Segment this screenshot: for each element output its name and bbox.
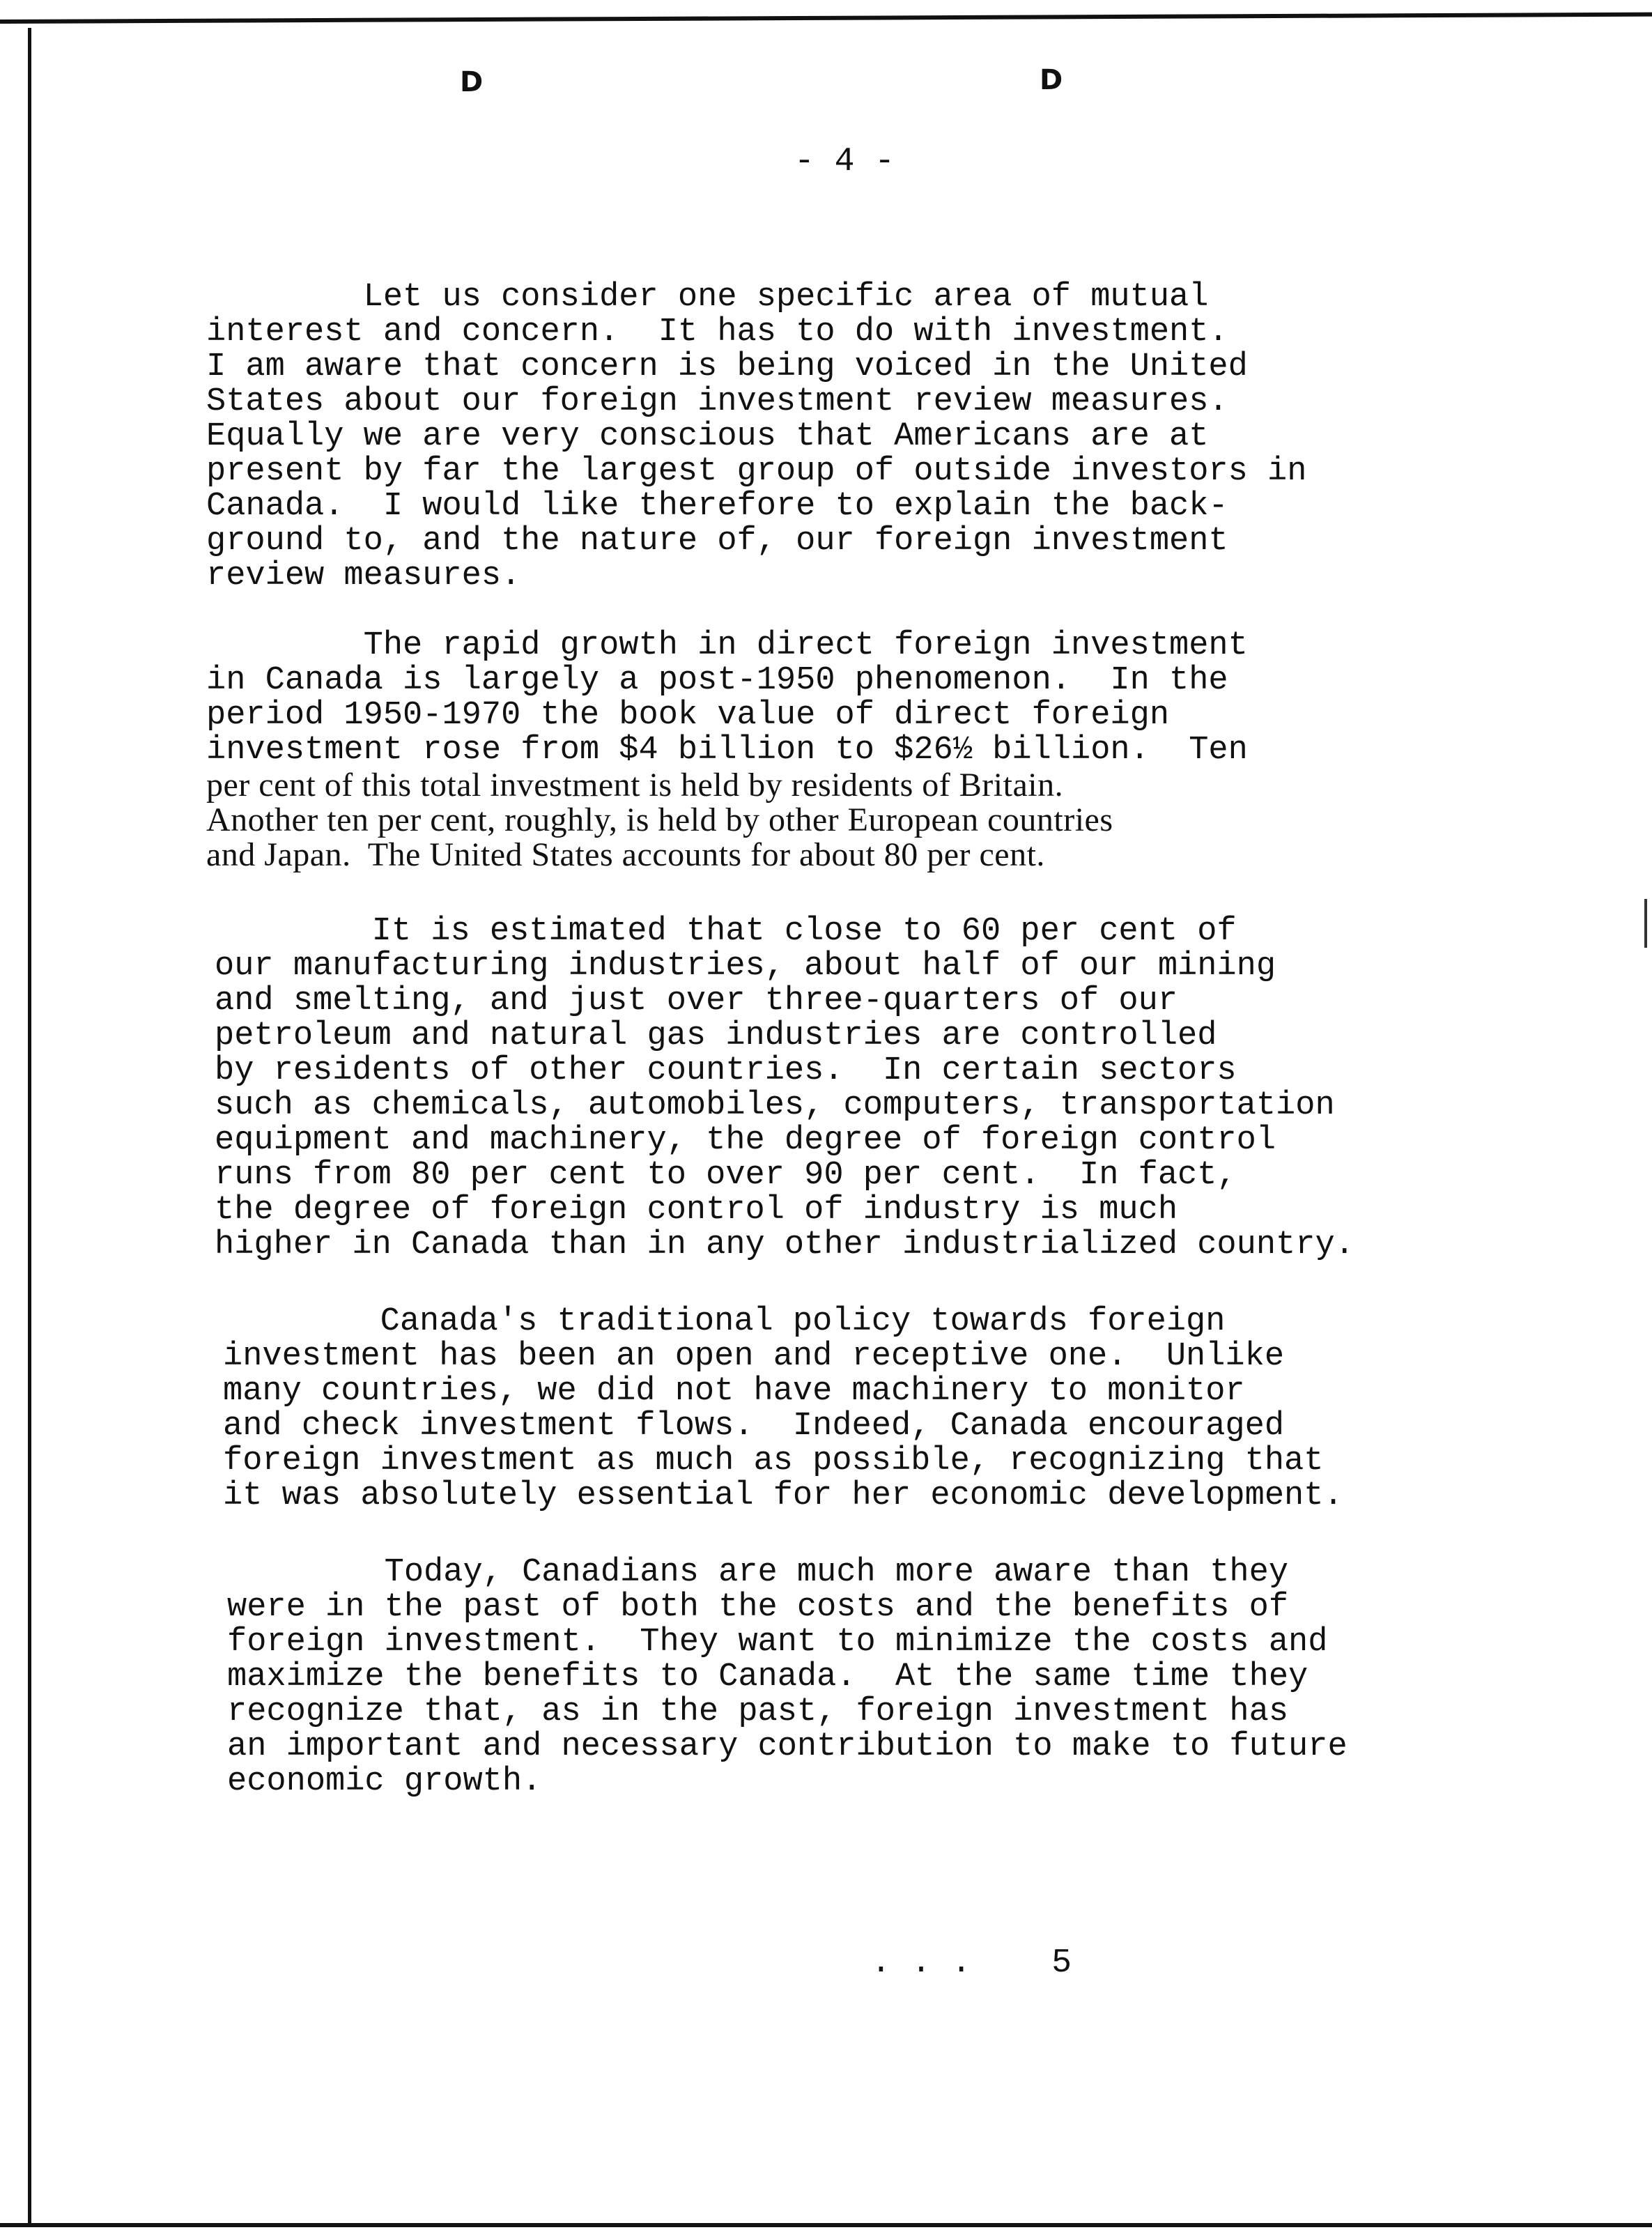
text-line: economic growth. xyxy=(227,1763,542,1800)
paragraph-foreign-control xyxy=(215,914,1354,1263)
text-line: interest and concern. It has to do with investment. xyxy=(206,314,1228,351)
scan-mark-right-edge xyxy=(1644,899,1647,948)
text-line: by residents of other countries. In certain sectors xyxy=(215,1052,1237,1089)
text-line: foreign investment. They want to minimize the costs and xyxy=(227,1624,1328,1661)
stamp-mark-right: D xyxy=(1040,64,1063,96)
text-line: Another ten per cent, roughly, is held by other European countries xyxy=(206,801,1113,838)
text-line: Canada. I would like therefore to explain the back- xyxy=(206,488,1228,525)
text-line: equipment and machinery, the degree of foreign control xyxy=(215,1122,1276,1159)
text-line: were in the past of both the costs and the benefits of xyxy=(227,1589,1289,1626)
text-line: It is estimated that close to 60 per cent of xyxy=(215,913,1237,950)
paragraph-traditional-policy xyxy=(223,1305,1343,1514)
text-line: petroleum and natural gas industries are controlled xyxy=(215,1017,1217,1054)
text-line: such as chemicals, automobiles, computers, transportation xyxy=(215,1087,1335,1124)
text-line: States about our foreign investment review measures. xyxy=(206,383,1228,420)
paragraph-costs-benefits xyxy=(227,1555,1348,1799)
paragraph-investment-concern xyxy=(206,280,1306,594)
scan-border-top xyxy=(0,13,1652,24)
text-line: our manufacturing industries, about half of our mining xyxy=(215,948,1276,985)
text-line: per cent of this total investment is held by residents of Britain. xyxy=(206,767,1064,803)
stamp-mark-left: D xyxy=(460,66,484,98)
page-number: - 4 - xyxy=(794,143,895,180)
text-line: Let us consider one specific area of mutual xyxy=(206,279,1209,316)
text-line: foreign investment as much as possible, recognizing that xyxy=(223,1443,1324,1479)
text-line: many countries, we did not have machinery to monitor xyxy=(223,1373,1245,1410)
text-line: it was absolutely essential for her economic development. xyxy=(223,1477,1343,1514)
scan-border-bottom xyxy=(0,2223,1652,2227)
text-line: Today, Canadians are much more aware than they xyxy=(227,1554,1289,1591)
text-line: and check investment flows. Indeed, Canada encouraged xyxy=(223,1408,1285,1445)
paragraph-growth-foreign-investment xyxy=(206,629,1248,872)
text-line: maximize the benefits to Canada. At the same time they xyxy=(227,1659,1309,1695)
text-line: investment has been an open and receptive one. Unlike xyxy=(223,1338,1285,1375)
text-line: recognize that, as in the past, foreign investment has xyxy=(227,1693,1289,1730)
text-line: present by far the largest group of outside investors in xyxy=(206,453,1307,490)
text-line: period 1950-1970 the book value of direct foreign xyxy=(206,697,1170,734)
text-line: and Japan. The United States accounts for about 80 per cent. xyxy=(206,836,1045,873)
text-line: higher in Canada than in any other industrialized country. xyxy=(215,1226,1354,1263)
text-line: runs from 80 per cent to over 90 per cent. In fact, xyxy=(215,1157,1237,1194)
text-line: Equally we are very conscious that Americans are at xyxy=(206,418,1209,455)
text-line: review measures. xyxy=(206,558,521,594)
scan-border-left xyxy=(28,28,31,2223)
continuation-marker: . . . 5 xyxy=(871,1944,1072,1982)
text-line: investment rose from $4 billion to $26½ billion. Ten xyxy=(206,732,1248,769)
text-line: and smelting, and just over three-quarters of our xyxy=(215,983,1178,1020)
text-line: ground to, and the nature of, our foreign investment xyxy=(206,523,1228,560)
text-line: in Canada is largely a post-1950 phenomenon. In the xyxy=(206,662,1228,699)
text-line: I am aware that concern is being voiced in the United xyxy=(206,348,1248,385)
text-line: Canada's traditional policy towards foreign xyxy=(223,1303,1226,1340)
text-line: The rapid growth in direct foreign investment xyxy=(206,627,1248,664)
text-line: the degree of foreign control of industry is much xyxy=(215,1192,1178,1229)
text-line: an important and necessary contribution to make to future xyxy=(227,1728,1348,1765)
